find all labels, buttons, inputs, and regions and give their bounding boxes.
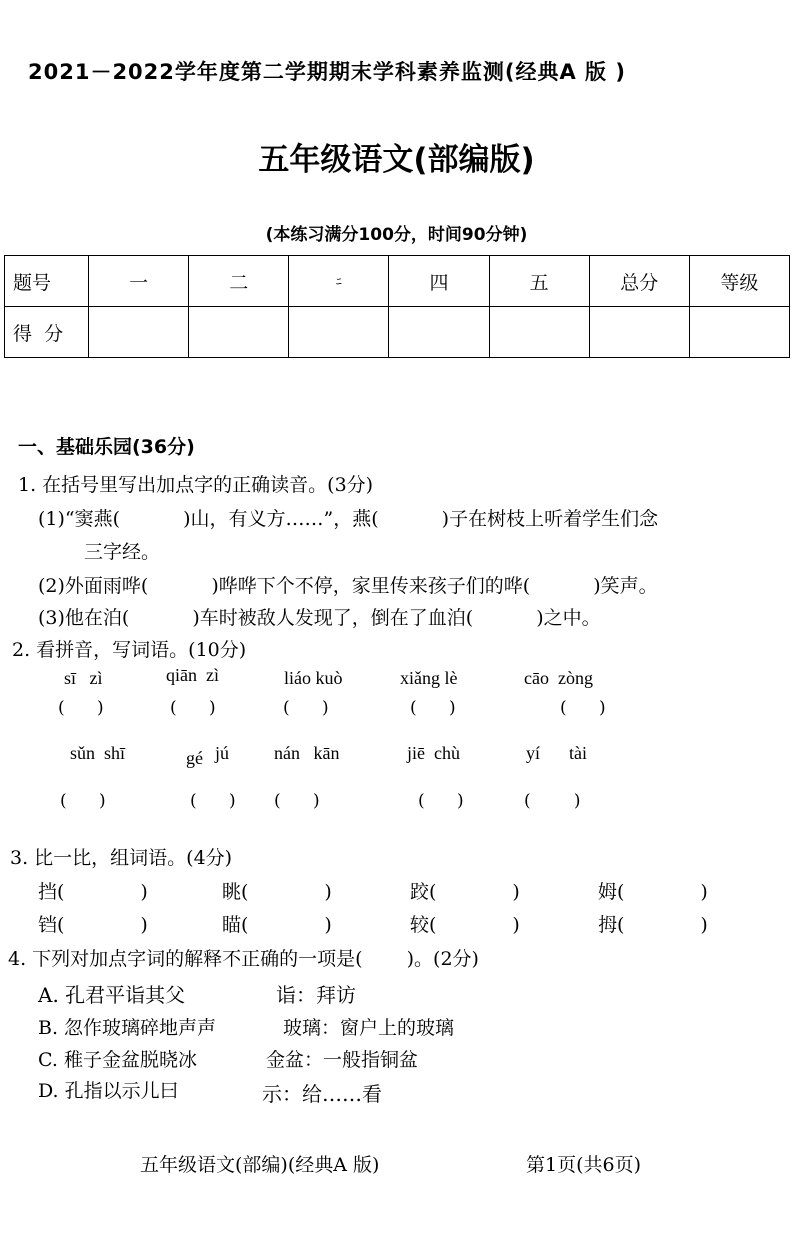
pinyin-7a: gé	[186, 748, 203, 768]
score-cell-total[interactable]	[589, 307, 689, 358]
pinyin-9: jiē chù	[407, 743, 460, 763]
answer-paren[interactable]: ( )	[524, 791, 581, 811]
q1-item-1: (1)“窦燕( )山，有义方……”，燕( )子在树枝上听着学生们念	[38, 508, 659, 530]
score-cell-grade[interactable]	[689, 307, 789, 358]
q3-item[interactable]: 挡( )	[38, 881, 148, 903]
score-cell-3[interactable]	[289, 307, 389, 358]
answer-paren[interactable]: ( )	[560, 698, 606, 718]
q4-option-c-explain: 金盆：一般指铜盆	[266, 1049, 419, 1071]
header-cell-5: 五	[489, 256, 589, 307]
q2-prompt: 2. 看拼音，写词语。(10分)	[12, 639, 247, 661]
answer-paren[interactable]: ( )	[283, 698, 329, 718]
answer-paren[interactable]: ( )	[274, 791, 320, 811]
q3-item[interactable]: 瞄( )	[222, 914, 332, 936]
pinyin-7b: jú	[215, 743, 230, 763]
q3-item[interactable]: 眺( )	[222, 881, 332, 903]
answer-paren[interactable]: ( )	[190, 791, 236, 811]
pinyin-10a: yí	[526, 743, 541, 763]
q4-option-a-explain: 诣：拜访	[276, 983, 356, 1007]
q4-option-b[interactable]: B. 忽作玻璃碎地声声	[38, 1017, 217, 1039]
score-cell-4[interactable]	[389, 307, 489, 358]
answer-paren[interactable]: ( )	[170, 698, 216, 718]
q4-prompt: 4. 下列对加点字词的解释不正确的一项是( )。(2分)	[8, 948, 479, 970]
header-cell-grade: 等级	[689, 256, 789, 307]
pinyin-10b: tài	[569, 743, 587, 763]
score-table	[4, 255, 790, 358]
exam-info: (本练习满分100分，时间90分钟)	[265, 225, 528, 245]
pinyin-8: nán kān	[274, 743, 340, 763]
header-cell-4: 四	[389, 256, 489, 307]
answer-paren[interactable]: ( )	[60, 791, 106, 811]
header-cell-label: 题号	[5, 256, 89, 307]
header-cell-total: 总分	[589, 256, 689, 307]
score-cell-2[interactable]	[189, 307, 289, 358]
pinyin-5: cāo zòng	[524, 668, 593, 688]
q1-item-1-cont: 三字经。	[84, 541, 161, 563]
section-title: 一、基础乐园(36分)	[18, 436, 195, 458]
q3-item[interactable]: 姆( )	[598, 881, 708, 903]
score-table-header-row	[5, 256, 790, 307]
q3-prompt: 3. 比一比，组词语。(4分)	[10, 847, 233, 869]
q3-item[interactable]: 拇( )	[598, 914, 708, 936]
score-cell-5[interactable]	[489, 307, 589, 358]
answer-paren[interactable]: ( )	[410, 698, 456, 718]
header-cell-2: 二	[189, 256, 289, 307]
header-cell-1: 一	[89, 256, 189, 307]
score-cell-1[interactable]	[89, 307, 189, 358]
q4-option-c[interactable]: C. 稚子金盆脱晓冰	[38, 1049, 197, 1071]
exam-title: 2021－2022学年度第二学期期末学科素养监测(经典A 版 )	[28, 60, 626, 84]
pinyin-4: xiǎng lè	[400, 668, 458, 688]
q4-option-a[interactable]: A. 孔君平诣其父	[38, 983, 186, 1007]
subject-title: 五年级语文(部编版)	[258, 142, 535, 178]
answer-paren[interactable]: ( )	[418, 791, 464, 811]
q4-option-d-explain: 示：给……看	[262, 1082, 382, 1106]
score-table-score-row	[5, 307, 790, 358]
q1-prompt: 1. 在括号里写出加点字的正确读音。(3分)	[18, 474, 374, 496]
q1-item-3: (3)他在泊( )车时被敌人发现了，倒在了血泊( )之中。	[38, 607, 601, 629]
footer-title: 五年级语文(部编)(经典A 版)	[140, 1154, 380, 1176]
q3-item[interactable]: 较( )	[410, 914, 520, 936]
page-number: 第1页(共6页)	[526, 1154, 642, 1176]
header-cell-3: ﾆ	[289, 256, 389, 307]
answer-paren[interactable]: ( )	[58, 698, 104, 718]
pinyin-6: sǔn shī	[70, 743, 126, 763]
q1-item-2: (2)外面雨哗( )哗哗下个不停，家里传来孩子们的哗( )笑声。	[38, 575, 658, 597]
pinyin-1: sī zì	[64, 668, 103, 688]
q4-option-b-explain: 玻璃：窗户上的玻璃	[283, 1017, 455, 1039]
score-label: 得 分	[5, 307, 89, 358]
pinyin-3: liáo kuò	[284, 668, 343, 688]
q3-item[interactable]: 跤( )	[410, 881, 520, 903]
pinyin-2: qiān zì	[166, 665, 219, 685]
q4-option-d[interactable]: D. 孔指以示儿曰	[38, 1080, 179, 1102]
q3-item[interactable]: 铛( )	[38, 914, 148, 936]
